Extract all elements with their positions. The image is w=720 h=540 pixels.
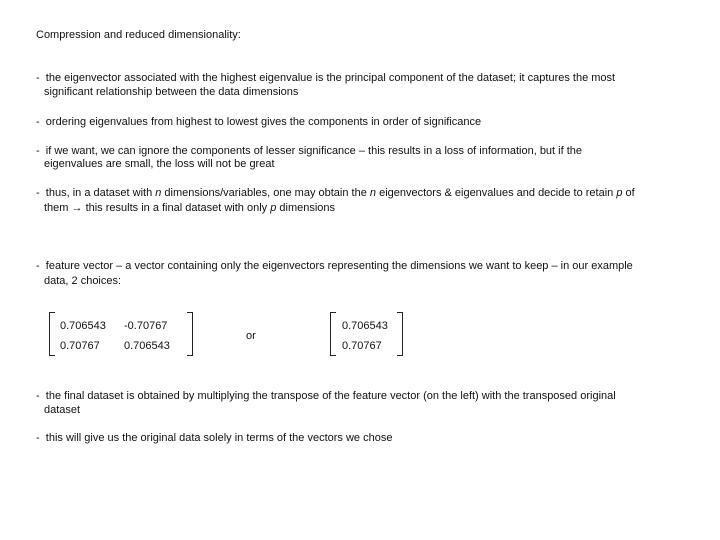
variable-n: n [155,187,162,199]
variable-p: p [270,202,277,214]
feature-vector-matrix-2x2 [49,312,193,356]
matrix-cell-r1: 0.706543 [342,320,388,332]
bullet-dash: - [36,390,40,402]
bullet-text: thus, in a dataset with [45,187,156,199]
bullet-text-line1: the eigenvector associated with the highest eigenvalue is the principal component of the dataset; it captures the most [45,72,616,84]
bullet-dash: - [36,116,40,128]
matrix-left-bracket [49,312,55,356]
feature-vector-matrix-2x1 [330,312,403,356]
matrix-left-bracket [330,312,336,356]
bullet-text-line1: ordering eigenvalues from highest to lowest gives the components in order of significance [45,116,482,128]
variable-n: n [369,187,377,199]
bullet-text-line2: data, 2 choices: [44,275,122,287]
or-label: or [246,330,256,342]
bullet-text-line2: dataset [44,404,81,416]
bullet-text-line1: if we want, we can ignore the components of lesser significance – this results in a loss of information, but if the [45,145,583,157]
bullet-text-line1: feature vector – a vector containing only the eigenvectors representing the dimensions we want to keep – in our example [45,260,633,272]
bullet-text-line1: this will give us the original data solely in terms of the vectors we chose [45,432,393,444]
bullet-text: dimensions/variables, one may obtain the [161,187,370,199]
page-title: Compression and reduced dimensionality: [36,29,241,41]
matrix-right-bracket [397,312,403,356]
matrix-cell-r2c1: 0.70767 [60,340,100,352]
bullet-text: of [622,187,635,199]
bullet-dash: - [36,145,40,157]
bullet-dash: - [36,187,40,199]
variable-p: p [616,187,623,199]
bullet-text-line2: significant relationship between the data dimensions [44,86,299,98]
matrix-right-bracket [187,312,193,356]
bullet-text: eigenvectors & eigenvalues and decide to retain [376,187,617,199]
matrix-cell-r2c2: 0.706543 [124,340,170,352]
matrix-cell-r2: 0.70767 [342,340,382,352]
bullet-text-line2: eigenvalues are small, the loss will not be great [44,158,275,170]
bullet-text: dimensions [276,202,336,214]
bullet-dash: - [36,432,40,444]
bullet-dash: - [36,260,40,272]
bullet-text-line1: the final dataset is obtained by multiplying the transpose of the feature vector (on the left) with the transposed original [45,390,616,402]
matrix-cell-r1c1: 0.706543 [60,320,106,332]
bullet-text: them → this results in a final dataset with only [44,202,271,214]
matrix-cell-r1c2: -0.70767 [124,320,168,332]
bullet-dash: - [36,72,40,84]
